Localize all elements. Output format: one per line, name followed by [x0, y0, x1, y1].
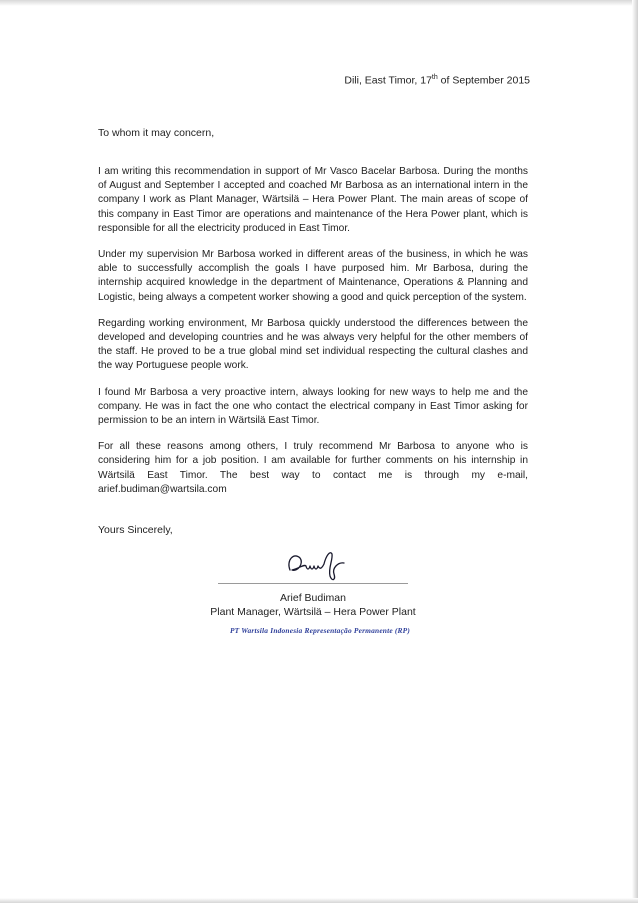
paragraph-recommendation: For all these reasons among others, I truly recommend Mr Barbosa to anyone who is considering him for a job position. I am available for further comments on his internship in Wärtsilä East Timor. The best way to contact me is through my e-mail, arief.budiman@wartsila.com: [98, 441, 528, 495]
date-suffix: of September 2015: [437, 74, 530, 87]
closing: Yours Sincerely,: [98, 524, 173, 536]
paragraph-proactive: I found Mr Barbosa a very proactive intern, always looking for new ways to help me and the company. He was in fact the one who contact the electrical company in East Timor asking for permission to be an intern in Wärtsilä East Timor.: [98, 386, 528, 427]
scan-edge-bottom: [0, 898, 638, 903]
paragraph-introduction: I am writing this recommendation in support of Mr Vasco Bacelar Barbosa. During the months of August and September I accepted and coached Mr Barbosa as an international intern in the company I work as Plant Manager, Wärtsilä – Hera Power Plant. The main areas of scope of this company in East Timor are operations and maintenance of the Hera Power plant, which is responsible for all the electricity produced in East Timor.: [98, 166, 528, 234]
date-ordinal: th: [431, 74, 438, 81]
handwritten-signature: [280, 546, 360, 584]
scan-edge-right: [632, 0, 638, 903]
company-stamp: PT Wartsila Indonesia Representação Permanente (RP): [229, 626, 411, 635]
scan-edge-top: [0, 0, 638, 6]
signer-title: Plant Manager, Wärtsilä – Hera Power Plant: [210, 606, 416, 618]
signer-name: Arief Budiman: [280, 592, 346, 604]
date-prefix: Dili, East Timor, 17: [344, 74, 432, 87]
paragraph-environment: Regarding working environment, Mr Barbosa quickly understood the differences between the developed and developing countries and he was always very helpful for the other members of the staff. He proved to be a true global mind set individual respecting the cultural clashes and the way Portuguese people work.: [98, 317, 528, 372]
letter-date: [344, 74, 530, 87]
signature-line: [218, 583, 408, 584]
paragraph-supervision: Under my supervision Mr Barbosa worked in different areas of the business, in which he was able to successfully accomplish the goals I have purposed him. Mr Barbosa, during the internship acquired knowledge in the department of Maintenance, Operations & Planning and Logistic, being always a competent worker showing a good and quick perception of the system.: [98, 249, 528, 303]
letter-body: [98, 165, 528, 509]
salutation: To whom it may concern,: [98, 127, 215, 139]
